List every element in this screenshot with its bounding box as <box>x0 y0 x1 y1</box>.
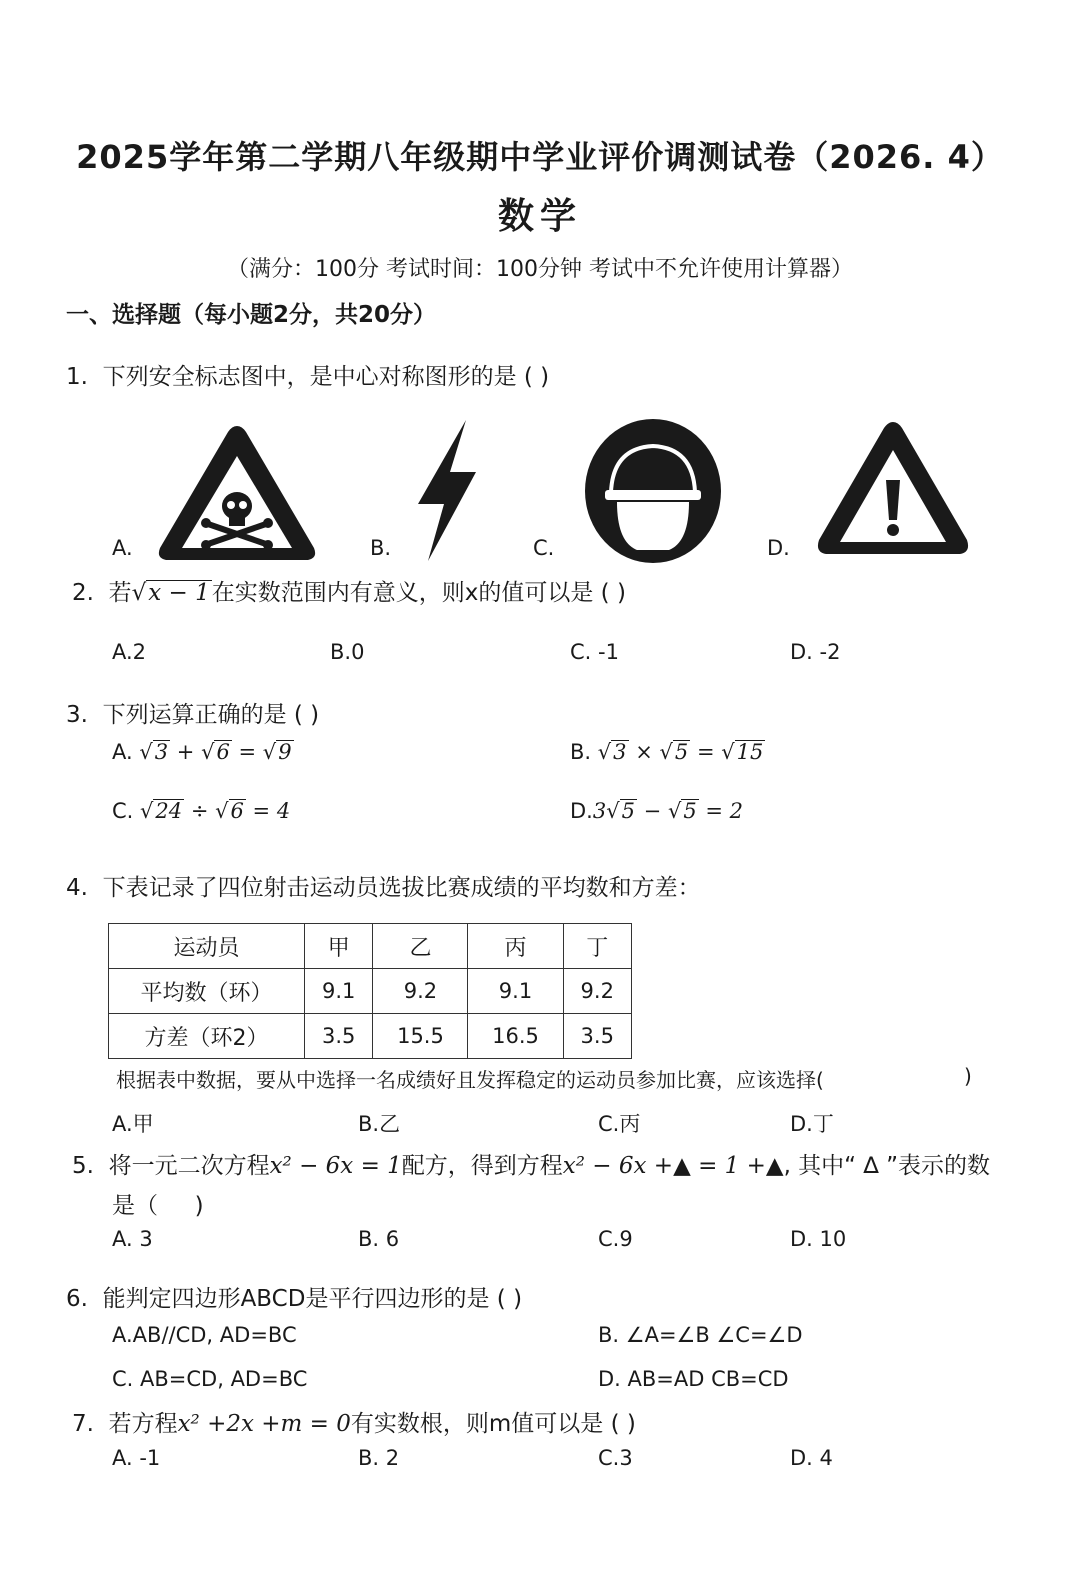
radicand: x − 1 <box>148 580 210 606</box>
table-cell: 3.5 <box>305 1014 373 1059</box>
question-number: 6. <box>66 1286 88 1312</box>
table-header-cell: 丙 <box>468 924 563 969</box>
q2-option-c: C. -1 <box>570 640 619 664</box>
question-5: 5. 将一元二次方程x² − 6x = 1配方，得到方程x² − 6x +▲ = 1 +▲, 其中“ ∆ ”表示的数 <box>72 1153 991 1179</box>
table-row <box>109 1014 632 1059</box>
question-stem-pre: 若 <box>108 580 132 606</box>
q2-option-d: D. -2 <box>790 640 841 664</box>
answer-blank: ( ) <box>523 364 550 390</box>
answer-blank: ( ) <box>600 580 626 606</box>
q1-option-b: B. <box>370 536 392 560</box>
question-stem: 下列安全标志图中，是中心对称图形的是 <box>102 364 517 390</box>
section-heading: 一、选择题（每小题2分，共20分） <box>66 302 437 328</box>
question-3 <box>66 696 319 729</box>
q4-option-a: A.甲 <box>112 1112 154 1136</box>
q2-option-b: B.0 <box>330 640 365 664</box>
equation: x² +2x +m = 0 <box>177 1411 351 1437</box>
q7-option-b: B. 2 <box>358 1446 400 1470</box>
q1-option-d: D. <box>767 536 790 560</box>
q1-option-a: A. <box>112 536 133 560</box>
table-cell: 9.1 <box>468 969 563 1014</box>
table-header-cell: 丁 <box>563 924 631 969</box>
q6-option-b: B. ∠A=∠B ∠C=∠D <box>598 1323 803 1347</box>
question-number: 3. <box>66 702 88 728</box>
table-cell: 15.5 <box>373 1014 468 1059</box>
answer-blank: ( ) <box>496 1286 523 1312</box>
q1-option-c: C. <box>533 536 555 560</box>
helmet-icon <box>583 418 723 564</box>
lightning-bolt-icon <box>412 418 482 563</box>
answer-blank: ( ) <box>610 1411 636 1437</box>
table-row <box>109 969 632 1014</box>
table-header-row <box>109 924 632 969</box>
q3-option-c: C. √24 ÷ √6 = 4 <box>112 799 291 823</box>
q6-option-d: D. AB=AD CB=CD <box>598 1367 789 1391</box>
question-number: 4. <box>66 875 88 901</box>
q7-option-a: A. -1 <box>112 1446 161 1470</box>
skull-warning-icon <box>154 420 320 564</box>
question-number: 2. <box>72 580 94 606</box>
scores-table <box>108 923 632 1059</box>
equation: x² − 6x +▲ = 1 +▲ <box>562 1153 784 1179</box>
q6-option-a: A.AB//CD, AD=BC <box>112 1323 297 1347</box>
table-cell: 9.1 <box>305 969 373 1014</box>
question-stem: 下表记录了四位射击运动员选拔比赛成绩的平均数和方差： <box>102 875 701 901</box>
table-cell: 平均数（环） <box>109 969 305 1014</box>
exam-title: 2025学年第二学期八年级期中学业评价调测试卷（2026. 4） <box>76 138 1004 176</box>
answer-blank: ( ) <box>293 702 320 728</box>
question-stem: 能判定四边形ABCD是平行四边形的是 <box>102 1286 490 1312</box>
question-4 <box>66 869 701 902</box>
question-stem-post: 在实数范围内有意义，则x的值可以是 <box>211 580 594 606</box>
question-1 <box>66 358 549 391</box>
q7-option-c: C.3 <box>598 1446 633 1470</box>
q3-option-b: B. √3 × √5 = √15 <box>570 740 764 764</box>
table-cell: 3.5 <box>563 1014 631 1059</box>
question-stem: 下列运算正确的是 <box>102 702 287 728</box>
q2-option-a: A.2 <box>112 640 147 664</box>
table-cell: 9.2 <box>563 969 631 1014</box>
question-number: 7. <box>72 1411 94 1437</box>
question-7: 7. 若方程x² +2x +m = 0有实数根，则m值可以是 ( ) <box>72 1411 636 1437</box>
equation: x² − 6x = 1 <box>269 1153 402 1179</box>
table-cell: 方差（环2） <box>109 1014 305 1059</box>
q3-option-a: A. √3 + √6 = √9 <box>112 740 292 764</box>
table-header-cell: 运动员 <box>109 924 305 969</box>
exam-subject: 数学 <box>497 196 582 237</box>
q5-option-d: D. 10 <box>790 1227 847 1251</box>
question-2: 2. 若√x − 1在实数范围内有意义，则x的值可以是 ( ) <box>72 580 626 606</box>
exclamation-warning-icon <box>814 418 972 558</box>
q4-option-c: C.丙 <box>598 1112 641 1136</box>
table-cell: 16.5 <box>468 1014 563 1059</box>
table-cell: 9.2 <box>373 969 468 1014</box>
q3-option-d: D.3√5 − √5 = 2 <box>570 799 744 823</box>
q5-option-b: B. 6 <box>358 1227 400 1251</box>
q7-option-d: D. 4 <box>790 1446 833 1470</box>
exam-note: （满分：100分 考试时间：100分钟 考试中不允许使用计算器） <box>227 257 853 282</box>
question-5-cont: 是（ ) <box>112 1193 204 1219</box>
q4-option-b: B.乙 <box>358 1112 401 1136</box>
q4-option-d: D.丁 <box>790 1112 834 1136</box>
question-number: 1. <box>66 364 88 390</box>
table-header-cell: 乙 <box>373 924 468 969</box>
q4-followup-close: ) <box>964 1064 972 1088</box>
q5-option-c: C.9 <box>598 1227 633 1251</box>
q6-option-c: C. AB=CD, AD=BC <box>112 1367 308 1391</box>
question-number: 5. <box>72 1153 94 1179</box>
table-header-cell: 甲 <box>305 924 373 969</box>
question-6 <box>66 1280 522 1313</box>
q4-followup: 根据表中数据，要从中选择一名成绩好且发挥稳定的运动员参加比赛，应该选择( <box>116 1068 824 1092</box>
q5-option-a: A. 3 <box>112 1227 153 1251</box>
